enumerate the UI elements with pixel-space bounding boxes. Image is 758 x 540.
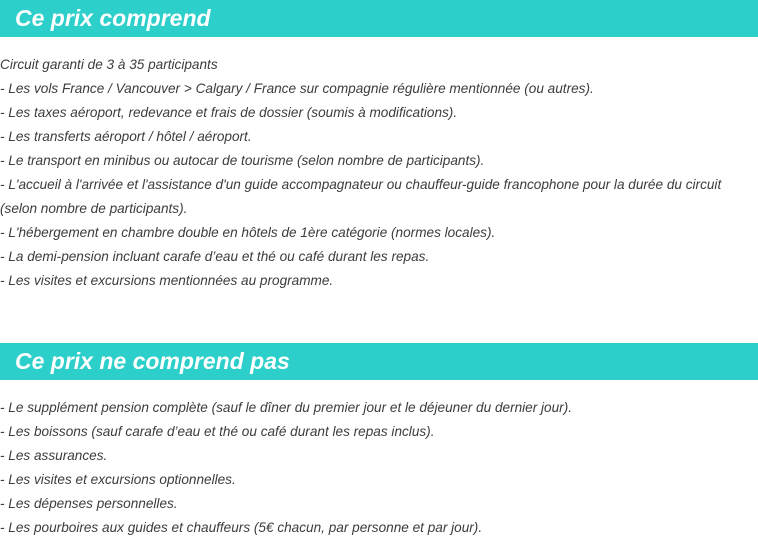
excludes-list-item: - Les assurances. [0,448,108,463]
includes-list-item: - L'accueil à l'arrivée et l'assistance d'un guide accompagnateur ou chauffeur-guide francophone pour la durée du circuit (selon nombre de participants). [0,177,722,216]
includes-list-item: - Les visites et excursions mentionnées au programme. [0,273,334,288]
includes-section-header [0,0,758,37]
includes-list-item: - L'hébergement en chambre double en hôtels de 1ère catégorie (normes locales). [0,225,496,240]
includes-list-item: Circuit garanti de 3 à 35 participants [0,57,218,72]
includes-list [0,53,758,293]
excludes-list-item: - Les dépenses personnelles. [0,496,178,511]
includes-list-item: - Les vols France / Vancouver > Calgary / France sur compagnie régulière mentionnée (ou autres). [0,81,594,96]
includes-list-item: - Les taxes aéroport, redevance et frais de dossier (soumis à modifications). [0,105,458,120]
excludes-list [0,396,758,540]
excludes-list-item: - Le supplément pension complète (sauf le dîner du premier jour et le déjeuner du dernier jour). [0,400,573,415]
excludes-list-item: - Les visites et excursions optionnelles. [0,472,236,487]
excludes-list-item: - Les boissons (sauf carafe d’eau et thé ou café durant les repas inclus). [0,424,435,439]
excludes-list-item: - Les pourboires aux guides et chauffeurs (5€ chacun, par personne et par jour). [0,520,483,535]
includes-list-item: - La demi-pension incluant carafe d’eau et thé ou café durant les repas. [0,249,430,264]
includes-section-title: Ce prix comprend [15,5,211,31]
includes-list-item: - Le transport en minibus ou autocar de tourisme (selon nombre de participants). [0,153,485,168]
excludes-section-title: Ce prix ne comprend pas [15,348,290,374]
includes-list-item: - Les transferts aéroport / hôtel / aéroport. [0,129,252,144]
excludes-section-header [0,343,758,380]
